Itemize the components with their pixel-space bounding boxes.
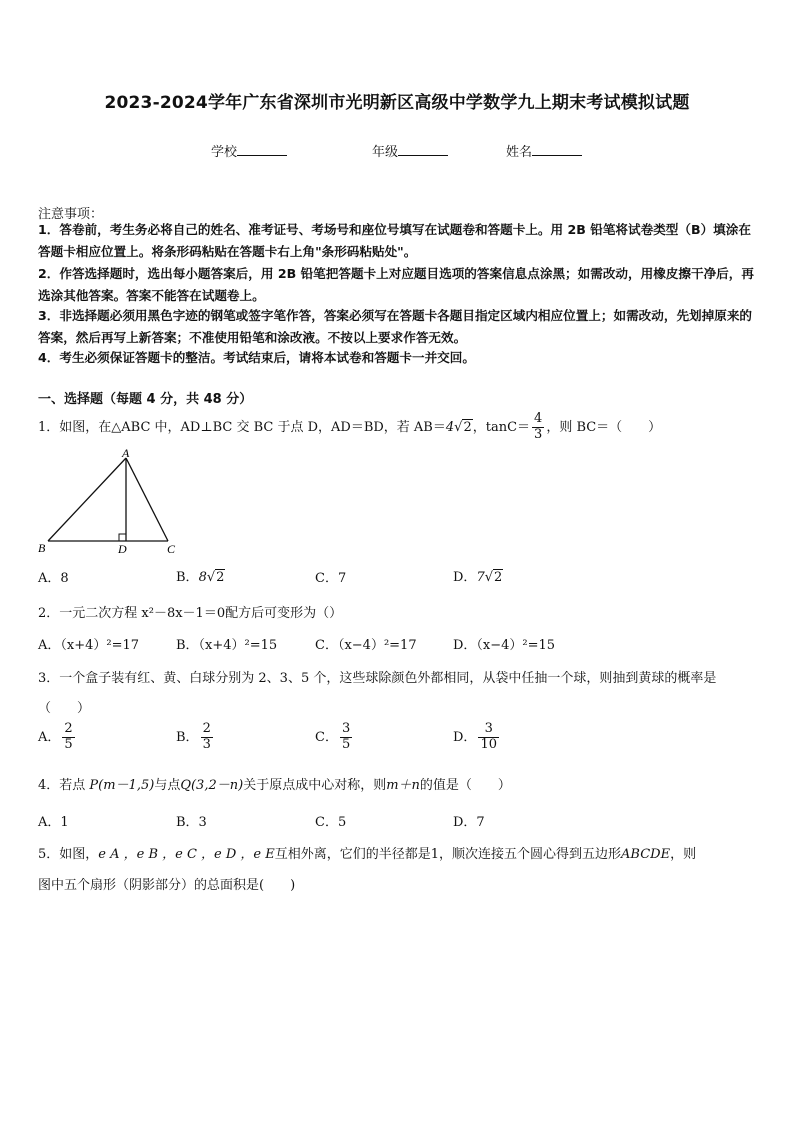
vertex-label-c: C <box>167 542 176 556</box>
side-ab <box>48 458 126 541</box>
q3-option-b-label: B． <box>176 729 199 745</box>
q1-option-b <box>176 566 225 585</box>
q1-option-d <box>453 566 503 585</box>
school-field <box>211 141 287 160</box>
name-field <box>506 141 582 160</box>
q3-option-c <box>315 722 354 753</box>
q1-tan-fraction <box>532 412 544 443</box>
q2-option-b: B．（x+4）²=15 <box>176 638 278 653</box>
q4-option-c: C．5 <box>315 815 347 830</box>
q1-option-d-label: D． <box>453 570 477 585</box>
notice-item-4: 4．考生必须保证答题卡的整洁。考试结束后，请将本试卷和答题卡一并交回。 <box>38 350 475 365</box>
q3-option-d-den: 10 <box>480 736 497 752</box>
q1-stem-part-c: ，则 BC＝（ ） <box>546 419 662 435</box>
side-ac <box>126 458 168 541</box>
grade-blank <box>398 143 448 156</box>
q4-option-b: B．3 <box>176 815 207 830</box>
notice-item-1: 1．答卷前，考生务必将自己的姓名、准考证号、考场号和座位号填写在试题卷和答题卡上。用 2B 铅笔将试卷类型（B）填涂在答题卡相应位置上。将条形码粘贴在答题卡右上角"条形码粘贴处"。 <box>38 222 751 259</box>
q4-option-a: A．1 <box>38 815 69 830</box>
name-label: 姓名 <box>506 145 533 160</box>
q4-expression: m＋n <box>386 778 420 793</box>
question-1-stem <box>38 412 661 443</box>
q1-option-b-coef: 8 <box>198 570 207 585</box>
q1-stem-part-a: 1．如图，在△ABC 中，AD⊥BC 交 BC 于点 D，AD＝BD，若 AB＝ <box>38 419 446 435</box>
q2-option-d: D．（x−4）²=15 <box>453 638 556 653</box>
q3-option-b-fraction <box>201 722 213 753</box>
q1-ab-value <box>446 420 473 435</box>
q3-option-a-fraction <box>62 722 74 753</box>
question-5-stem-cont: 图中五个扇形（阴影部分）的总面积是( ) <box>38 878 296 893</box>
q3-option-b <box>176 722 215 753</box>
q5-pentagon: ABCDE <box>621 847 671 862</box>
grade-label: 年级 <box>372 145 399 160</box>
q4-stem-part-c: 关于原点成中心对称，则 <box>243 778 387 793</box>
q1-ab-radical: √2 <box>454 419 472 435</box>
question-3-stem-cont: （ ） <box>38 701 91 716</box>
q1-option-b-radicand: 2 <box>216 570 225 585</box>
q4-option-d: D．7 <box>453 815 485 830</box>
q4-stem-part-a: 4．若点 <box>38 778 90 793</box>
q1-option-a: A．8 <box>38 571 69 586</box>
q3-option-c-label: C． <box>315 729 338 745</box>
q3-option-d-fraction <box>478 722 499 753</box>
q3-option-a-label: A． <box>38 729 61 745</box>
q4-point-p: P(m－1,5) <box>89 778 155 793</box>
q3-option-b-den: 3 <box>202 736 211 752</box>
question-4-stem <box>38 774 511 793</box>
q2-option-c: C．（x−4）²=17 <box>315 638 417 653</box>
q1-ab-coef: 4 <box>445 419 455 435</box>
q3-option-b-num: 2 <box>202 721 211 736</box>
q3-option-d <box>453 722 501 753</box>
q3-option-c-fraction <box>340 722 352 753</box>
q1-option-d-radical: √2 <box>484 570 503 585</box>
q3-option-a-num: 2 <box>64 721 73 736</box>
q5-stem-part-b: 互相外离，它们的半径都是1，顺次连接五个圆心得到五边形 <box>274 847 622 862</box>
q3-option-a <box>38 722 77 753</box>
name-blank <box>532 143 582 156</box>
q1-option-b-radical: √2 <box>206 570 225 585</box>
q1-tan-num: 4 <box>534 411 543 426</box>
vertex-label-b: B <box>38 541 46 555</box>
q1-option-d-radicand: 2 <box>494 570 503 585</box>
triangle-figure <box>36 448 186 560</box>
question-5-stem <box>38 843 696 862</box>
q1-stem-part-b: ，tanC＝ <box>472 419 531 435</box>
question-3-stem: 3．一个盒子装有红、黄、白球分别为 2、3、5 个，这些球除颜色外都相同，从袋中任抽一个球，则抽到黄球的概率是 <box>38 671 717 686</box>
q3-option-c-den: 5 <box>341 736 351 752</box>
right-angle-mark <box>119 534 126 541</box>
q4-point-q: Q(3,2－n) <box>180 778 244 793</box>
vertex-label-a: A <box>122 448 130 460</box>
notice-item-3: 3．非选择题必须用黑色字迹的钢笔或签字笔作答，答案必须写在答题卡各题目指定区域内相应位置上；如需改动，先划掉原来的答案，然后再写上新答案；不准使用铅笔和涂改液。不按以上要求作答无效。 <box>38 308 753 345</box>
page-title: 2023-2024学年广东省深圳市光明新区高级中学数学九上期末考试模拟试题 <box>104 93 690 113</box>
q4-stem-part-b: 与点 <box>154 778 181 793</box>
q1-option-d-coef: 7 <box>476 570 485 585</box>
notice-heading: 注意事项： <box>38 207 104 222</box>
q3-option-c-num: 3 <box>341 721 351 736</box>
section-heading-choice: 一、选择题（每题 4 分，共 48 分） <box>38 392 253 407</box>
q3-option-d-num: 3 <box>478 722 499 738</box>
q1-ab-radicand: 2 <box>463 419 472 435</box>
school-label: 学校 <box>211 145 238 160</box>
q2-option-a: A．（x+4）²=17 <box>38 638 140 653</box>
q5-stem-part-a: 5．如图， <box>38 847 99 862</box>
q1-tan-den: 3 <box>534 426 543 442</box>
q3-option-d-label: D． <box>453 729 477 745</box>
q4-stem-part-d: 的值是（ ） <box>419 778 511 793</box>
q3-option-a-den: 5 <box>64 736 73 752</box>
question-2-stem: 2．一元二次方程 x²－8x－1＝0配方后可变形为（） <box>38 606 343 621</box>
q1-option-b-label: B． <box>176 570 199 585</box>
grade-field <box>372 141 448 160</box>
q5-stem-part-c: ，则 <box>670 847 697 862</box>
q1-option-c: C．7 <box>315 571 347 586</box>
school-blank <box>237 143 287 156</box>
q5-circles: e A ，e B ，e C ，e D ，e E <box>98 847 275 862</box>
notice-item-2: 2．作答选择题时，选出每小题答案后，用 2B 铅笔把答题卡上对应题目选项的答案信息点涂黑；如需改动，用橡皮擦干净后，再选涂其他答案。答案不能答在试题卷上。 <box>38 266 754 303</box>
vertex-label-d: D <box>118 542 127 556</box>
